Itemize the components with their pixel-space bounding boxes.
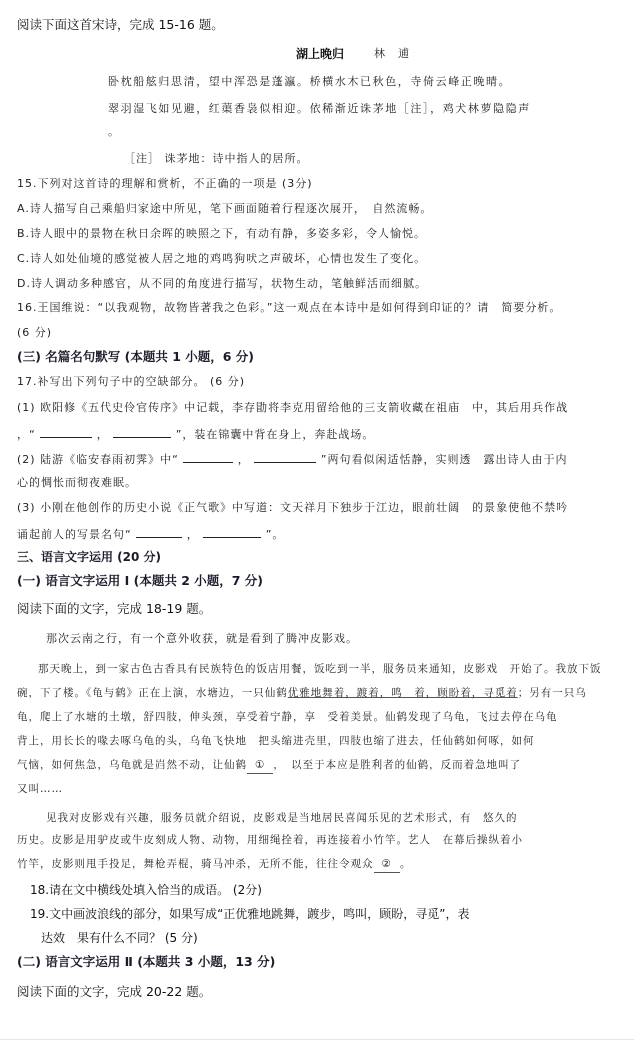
part-3-heading: 三、语言文字运用 (20 分) [17,550,162,564]
section-heading-dictation: (三) 名篇名句默写 (本题共 1 小题，6 分) [17,349,255,364]
comma: ， [237,453,250,466]
poem-author: 林 逋 [374,47,410,60]
question-17-part-1-line-1: (1) 欧阳修《五代史伶官传序》中记载，李存勖将李克用留给他的三支箭收藏在祖庙 中，其后用兵作战 [17,401,569,414]
reading-instruction-20-22: 阅读下面的文字，完成 20-22 题。 [17,984,212,999]
reading-instruction-15-16: 阅读下面这首宋诗，完成 15-16 题。 [17,17,224,32]
wavy-underlined-text: 优雅地舞着，踱着，鸣 着，顾盼着，寻觅着 [287,687,518,699]
question-17-part-3-line-1: (3) 小刚在他创作的历史小说《正气歌》中写道：文天祥月下独步于江边，眼前壮阔 的景象使他不禁吟 [17,501,569,514]
poem-line-3: 。 [108,125,120,138]
quote-open: ，“ [17,428,36,441]
passage-paragraph-2-line-1: 那天晚上，到一家古色古香具有民族特色的饭店用餐，饭吃到一半，服务员来通知，皮影戏 开始了。我放下饭 [38,663,602,675]
poem-note: ［注］ 诛茅地：诗中指人的居所。 [124,152,309,165]
text-segment: 气恼，如何焦急，乌龟就是岿然不动，让仙鹤 [17,759,247,771]
answer-blank[interactable] [183,450,233,463]
question-18: 18.请在文中横线处填入恰当的成语。 (2分) [30,883,262,897]
quote-close-text: ”，装在锦囊中背在身上，奔赴战场。 [175,428,375,441]
question-15-option-b: B.诗人眼中的景物在秋日余晖的映照之下，有动有静，多姿多彩，令人愉悦。 [17,227,427,240]
passage-paragraph-1: 那次云南之行，有一个意外收获，就是看到了腾冲皮影戏。 [46,632,358,645]
passage-paragraph-2-line-6: 又叫…… [17,783,63,795]
answer-blank-2[interactable]: ② [374,856,400,873]
comma: ， [186,528,199,541]
text-segment: ；另有一只乌 [517,687,587,699]
question-16-line-2: (6 分) [17,326,53,339]
question-17-part-2-line-1 [17,450,567,468]
part-3-suffix: ”。 [265,528,285,541]
part-2-prefix: (2) 陆游《临安春雨初霁》中“ [17,453,179,466]
question-19-line-2: 达效 果有什么不同？ (5 分) [41,931,198,945]
question-17-part-3-line-2 [17,525,284,543]
question-15-option-d: D.诗人调动多种感官，从不同的角度进行描写，状物生动，笔触鲜活而细腻。 [17,277,427,290]
passage-paragraph-2-line-3: 龟，爬上了水塘的土墩，舒四肢，伸头颈，享受着宁静，享 受着美景。仙鹤发现了乌龟，飞过去停在乌龟 [17,711,558,723]
part-3-prefix: 诵起前人的写景名句“ [17,528,132,541]
passage-paragraph-2-line-2 [17,685,587,701]
answer-blank[interactable] [40,425,92,438]
answer-blank[interactable] [203,525,261,538]
passage-paragraph-3-line-3 [17,856,411,873]
passage-paragraph-3-line-2: 历史。皮影是用驴皮或牛皮刻成人物、动物，用细绳拴着，再连接着小竹竿。艺人 在幕后操纵着小 [17,834,523,846]
passage-paragraph-2-line-4: 背上，用长长的喙去啄乌龟的头，乌龟飞快地 把头缩进壳里，四肢也缩了进去，任仙鹤如何啄，如何 [17,735,535,747]
part-2-suffix: ”两句看似闲适恬静，实则透 露出诗人由于内 [320,453,568,466]
poem-line-2: 翠羽湿飞如见避，红蕖香袅似相迎。依稀渐近诛茅地［注］，鸡犬林萝隐隐声 [108,102,531,115]
answer-blank[interactable] [254,450,316,463]
poem-title: 湖上晚归 [296,47,345,61]
question-15-stem: 15.下列对这首诗的理解和赏析，不正确的一项是 (3分) [17,177,313,190]
text-segment: 。 [399,858,412,870]
question-15-option-a: A.诗人描写自己乘船归家途中所见，笔下画面随着行程逐次展开， 自然流畅。 [17,202,433,215]
passage-paragraph-2-line-5 [17,757,521,774]
page-bottom-divider [0,1039,634,1040]
text-segment: 碗，下了楼。《龟与鹤》正在上演，水塘边，一只仙鹤 [17,687,288,699]
question-16-line-1: 16.王国维说：“以我观物，故物皆著我之色彩。”这一观点在本诗中是如何得到印证的？请 简要分析。 [17,301,562,314]
passage-paragraph-3-line-1: 见我对皮影戏有兴趣，服务员就介绍说，皮影戏是当地居民喜闻乐见的艺术形式，有 悠久的 [46,812,518,824]
part-3-subsection-1-heading: (一) 语言文字运用 Ⅰ (本题共 2 小题，7 分) [17,573,264,588]
part-3-subsection-2-heading: (二) 语言文字运用 Ⅱ (本题共 3 小题，13 分) [17,954,276,969]
poem-line-1: 卧枕船舷归思清，望中浑恐是蓬瀛。桥横水木已秋色，寺倚云峰正晚晴。 [108,75,512,88]
text-segment: ， 以至于本应是胜利者的仙鹤，反而着急地叫了 [273,759,522,771]
reading-instruction-18-19: 阅读下面的文字，完成 18-19 题。 [17,601,212,616]
question-15-option-c: C.诗人如处仙境的感觉被人居之地的鸡鸣狗吠之声破坏，心情也发生了变化。 [17,252,427,265]
answer-blank-1[interactable]: ① [247,757,273,774]
answer-blank[interactable] [136,525,182,538]
question-17-part-1-line-2 [17,425,374,443]
question-19-line-1: 19.文中画波浪线的部分，如果写成“正优雅地跳舞，踱步，鸣叫，顾盼，寻觅”，表 [30,907,470,921]
text-segment: 竹竿，皮影则甩手投足，舞枪弄棍，骑马冲杀，无所不能，往往令观众 [17,858,374,870]
question-17-part-2-line-2: 心的惆怅而彻夜难眠。 [17,476,137,489]
comma: ， [96,428,109,441]
answer-blank[interactable] [113,425,171,438]
question-17-stem: 17.补写出下列句子中的空缺部分。 (6 分) [17,375,246,388]
